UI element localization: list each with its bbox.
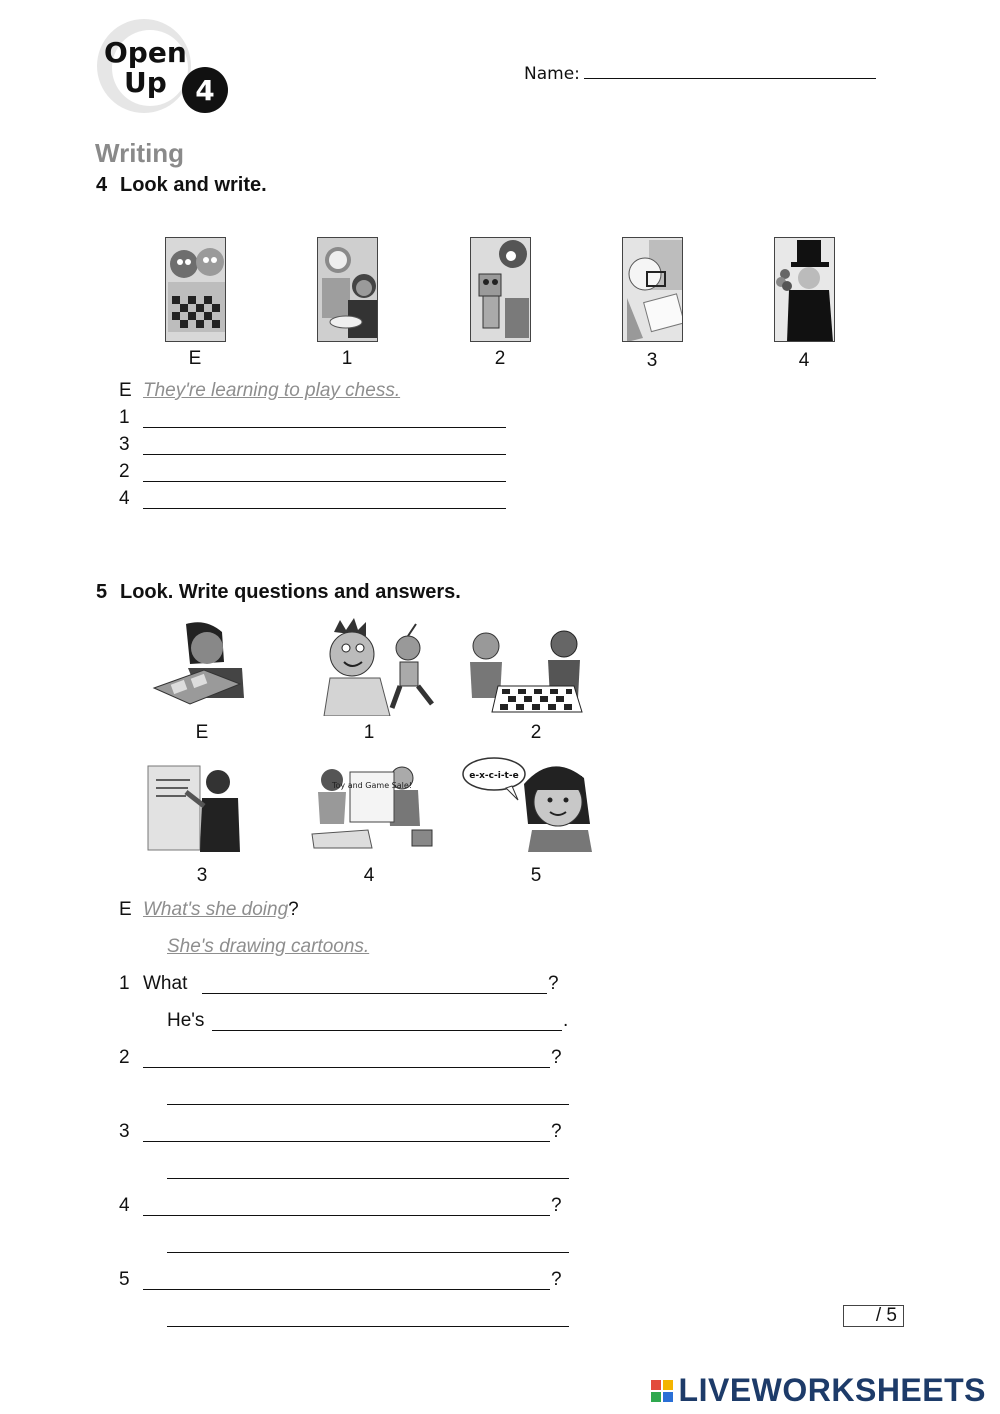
picture-girl-writing <box>622 237 683 342</box>
task4-caption-2: 2 <box>494 348 506 369</box>
speech-bubble-text: e-x-c-i-t-e <box>469 771 519 781</box>
logo-text-open: Open <box>104 36 187 69</box>
task4-row-label: E <box>119 380 132 401</box>
score-box: / 5 <box>843 1305 904 1327</box>
picture-cooking <box>317 237 378 342</box>
answer-period: . <box>563 1010 569 1031</box>
item1-answer-line[interactable] <box>212 1030 562 1031</box>
name-input-line[interactable] <box>584 62 876 79</box>
picture-toy-sale <box>308 764 438 850</box>
task4-caption-E: E <box>188 348 202 369</box>
task4-row-label: 1 <box>119 407 130 428</box>
name-field[interactable] <box>524 62 876 84</box>
item1-answer-prefix: He's <box>167 1010 205 1031</box>
question-mark: ? <box>551 1047 562 1068</box>
question-mark: ? <box>551 1121 562 1142</box>
picture-girl-drawing <box>150 618 246 706</box>
task4-caption-3: 3 <box>646 350 658 371</box>
task5-example-answer: She's drawing cartoons. <box>167 936 370 957</box>
logo-number: 4 <box>195 74 215 107</box>
task4-row-label: 3 <box>119 434 130 455</box>
sale-sign-text: Toy and Game Sale! <box>332 781 412 790</box>
task4-answer-line[interactable] <box>143 427 506 428</box>
task4-caption-4: 4 <box>798 350 810 371</box>
picture-kids-chess <box>464 628 604 714</box>
example-question-text: What's she doing <box>143 899 289 920</box>
question-mark: ? <box>288 899 299 920</box>
task4-row-label: 4 <box>119 488 130 509</box>
item2-question-line[interactable] <box>143 1067 550 1068</box>
picture-girl-spelling <box>462 754 596 852</box>
open-up-logo <box>94 18 234 114</box>
task4-answer-line[interactable] <box>143 508 506 509</box>
picture-magician <box>774 237 835 342</box>
task5-item-label: 5 <box>119 1269 130 1290</box>
item1-question-prefix: What <box>143 973 188 994</box>
item1-question-line[interactable] <box>202 993 547 994</box>
task5-number: 5 <box>96 581 108 603</box>
task5-example-question <box>143 899 299 921</box>
item3-question-line[interactable] <box>143 1141 550 1142</box>
picture-girl-whiteboard <box>146 762 242 852</box>
section-title: Writing <box>95 138 185 168</box>
task5-item-label: 4 <box>119 1195 130 1216</box>
liveworksheets-icon <box>651 1380 673 1402</box>
liveworksheets-logo <box>651 1372 986 1409</box>
question-mark: ? <box>548 973 559 994</box>
task5-heading <box>96 581 461 604</box>
task4-heading <box>96 174 267 197</box>
task4-answer-line[interactable] <box>143 481 506 482</box>
item5-question-line[interactable] <box>143 1289 550 1290</box>
task5-caption-E: E <box>195 722 209 743</box>
name-label: Name: <box>524 64 580 84</box>
task4-number: 4 <box>96 174 108 196</box>
item4-answer-line[interactable] <box>167 1252 569 1253</box>
picture-boy-robot <box>320 618 440 716</box>
task5-caption-3: 3 <box>196 865 208 886</box>
task5-item-label: 3 <box>119 1121 130 1142</box>
question-mark: ? <box>551 1195 562 1216</box>
task4-example-answer: They're learning to play chess. <box>143 380 401 401</box>
task4-instruction: Look and write. <box>120 174 267 196</box>
picture-chess <box>165 237 226 342</box>
picture-robot <box>470 237 531 342</box>
task5-example-label: E <box>119 899 132 920</box>
item3-answer-line[interactable] <box>167 1178 569 1179</box>
task5-item-label: 1 <box>119 973 130 994</box>
task5-item-label: 2 <box>119 1047 130 1068</box>
logo-text-up: Up <box>124 66 167 99</box>
item4-question-line[interactable] <box>143 1215 550 1216</box>
task5-caption-4: 4 <box>363 865 375 886</box>
task4-caption-1: 1 <box>341 348 353 369</box>
task5-caption-5: 5 <box>530 865 542 886</box>
task4-answer-line[interactable] <box>143 454 506 455</box>
item2-answer-line[interactable] <box>167 1104 569 1105</box>
task5-caption-1: 1 <box>363 722 375 743</box>
task4-row-label: 2 <box>119 461 130 482</box>
item5-answer-line[interactable] <box>167 1326 569 1327</box>
task5-instruction: Look. Write questions and answers. <box>120 581 461 603</box>
brand-text: LIVEWORKSHEETS <box>678 1372 986 1408</box>
task5-caption-2: 2 <box>530 722 542 743</box>
question-mark: ? <box>551 1269 562 1290</box>
